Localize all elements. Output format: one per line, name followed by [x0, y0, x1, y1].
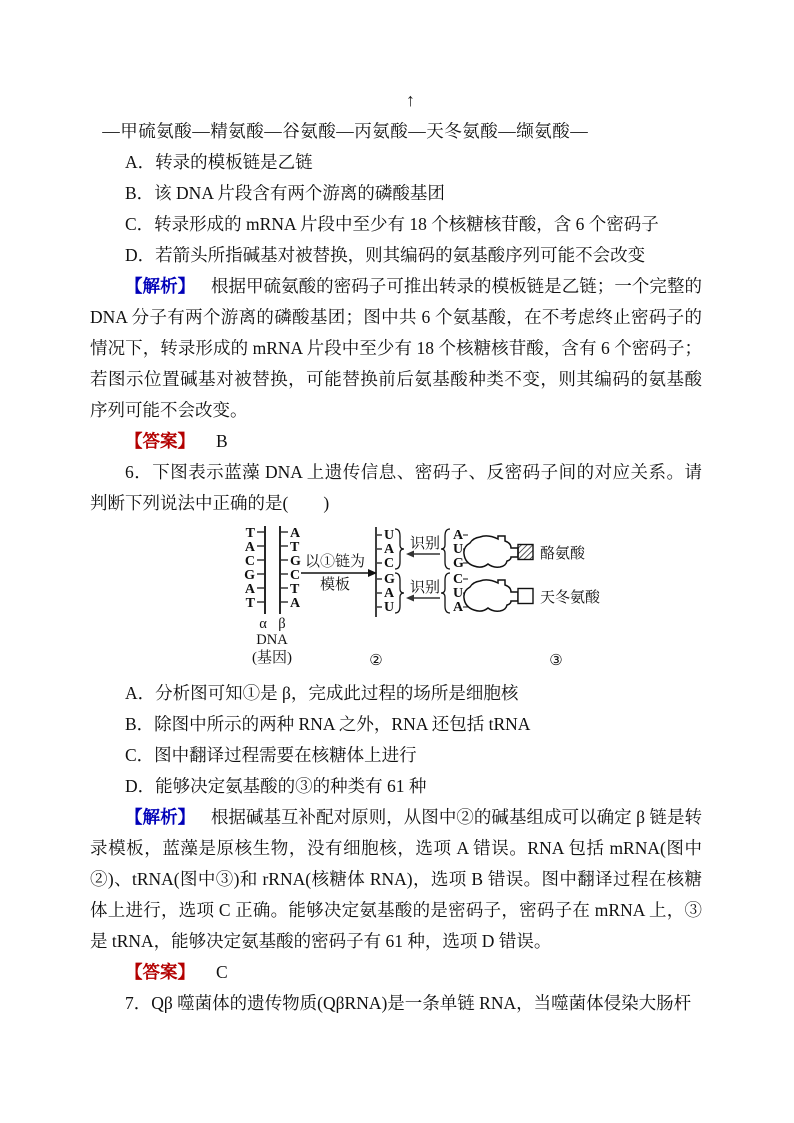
transcription-arrow-top-label: 以①链为	[304, 554, 366, 570]
codon2-brace	[395, 573, 404, 613]
beta-strand-label: β	[278, 616, 286, 632]
q7-stem: 7．Qβ 噬菌体的遗传物质(QβRNA)是一条单链 RNA，当噬菌体侵染大肠杆	[125, 993, 692, 1013]
q5-answer-value: B	[216, 431, 228, 451]
amino-acid2-label: 天冬氨酸	[540, 590, 601, 606]
q6-option-b: B．除图中所示的两种 RNA 之外，RNA 还包括 tRNA	[125, 714, 531, 734]
mrna-ticks	[377, 535, 382, 607]
alpha-strand-label: α	[259, 616, 267, 632]
q6-figure	[228, 521, 702, 675]
dna-alpha-ticks	[257, 532, 264, 602]
codon1-brace	[395, 529, 404, 569]
anticodon1-brace	[441, 529, 450, 569]
trna2-anticodon-base: A	[453, 600, 464, 615]
q5-option-b: B．该 DNA 片段含有两个游离的磷酸基团	[125, 183, 445, 203]
trna2-anticodon-base: U	[453, 586, 464, 601]
mrna-base: C	[384, 556, 395, 571]
dna-beta-base: T	[290, 582, 300, 597]
q5-answer	[90, 426, 702, 457]
answer-tag: 【答案】	[125, 431, 195, 451]
trna1-body	[464, 536, 518, 567]
mrna-number-label: ②	[369, 653, 383, 669]
dna-alpha-base: C	[244, 554, 255, 569]
trna2-body	[464, 580, 518, 611]
amino-acid1-label: 酪氨酸	[540, 546, 586, 562]
dna-label: DNA	[256, 632, 288, 648]
up-arrow-icon: ↑	[406, 90, 415, 110]
recognize-label: 识别	[409, 536, 441, 552]
q6-option-d: D．能够决定氨基酸的③的种类有 61 种	[125, 776, 427, 796]
q5-peptide-chain: —甲硫氨酸—精氨酸—谷氨酸—丙氨酸—天冬氨酸—缬氨酸—	[102, 121, 589, 141]
analysis-tag: 【解析】	[125, 807, 196, 827]
dna-strands	[244, 526, 301, 666]
dna-beta-base: C	[290, 568, 301, 583]
recognize-2	[406, 579, 440, 602]
answer-tag: 【答案】	[125, 962, 195, 982]
q5-analysis-text: 根据甲硫氨酸的密码子可推出转录的模板链是乙链；一个完整的 DNA 分子有两个游离的磷酸基团；图中共 6 个氨基酸，在不考虑终止密码子的情况下，转录形成的 mRNA 片段中至少有 18 个核糖核苷酸，含有 6 个密码子；若图示位置碱基对被替换，可能替换前后氨基酸种类不变，则其编码的氨基酸序列可能不会改变。	[90, 276, 703, 420]
dna-beta-base: G	[290, 554, 301, 569]
q6-option-a: A．分析图可知①是 β，完成此过程的场所是细胞核	[125, 683, 519, 703]
dna-beta-base: A	[290, 596, 301, 611]
dna-beta-base: A	[290, 526, 301, 541]
mrna-base: U	[384, 528, 395, 543]
q6-analysis-text: 根据碱基互补配对原则，从图中②的碱基组成可以确定 β 链是转录模板，蓝藻是原核生物，没有细胞核，选项 A 错误。RNA 包括 mRNA(图中②)、tRNA(图中③)和 rRNA(核糖体 RNA)，选项 B 错误。图中翻译过程在核糖体上进行，选项 C 正确。能够决定氨基酸的是密码子，密码子在 mRNA 上，③是 tRNA，能够决定氨基酸的密码子有 61 种，选项 D 错误。	[90, 807, 702, 951]
amino-acid2-box	[518, 589, 533, 604]
dna-alpha-base: T	[245, 596, 255, 611]
transcription-arrow	[301, 553, 377, 593]
anticodon2-brace	[441, 573, 450, 613]
dna-alpha-base: A	[244, 540, 255, 555]
recognize-1	[406, 535, 440, 558]
amino-acid1-box	[518, 545, 533, 560]
transcription-arrow-bottom-label: 模板	[319, 577, 351, 593]
recognize-label: 识别	[409, 580, 441, 596]
dna-alpha-base: G	[244, 568, 255, 583]
q5-option-a: A．转录的模板链是乙链	[125, 152, 313, 172]
q6-answer-value: C	[216, 962, 228, 982]
mrna-base: G	[384, 572, 395, 587]
q6-figure-svg	[228, 521, 628, 673]
dna-beta-ticks	[281, 532, 288, 602]
trna1-anticodon-base: G	[453, 556, 464, 571]
dna-beta-base: T	[290, 540, 300, 555]
trna-2	[441, 572, 601, 615]
trna1-anticodon-base: A	[453, 528, 464, 543]
trna2-anticodon-base: C	[453, 572, 464, 587]
analysis-tag: 【解析】	[125, 276, 196, 296]
q6-stem: 6．下图表示蓝藻 DNA 上遗传信息、密码子、反密码子间的对应关系。请判断下列说法中正确的是( )	[90, 462, 702, 513]
mrna-base: A	[384, 586, 395, 601]
dna-alpha-base: A	[244, 582, 255, 597]
q6-analysis	[90, 802, 702, 957]
mrna-base: U	[384, 600, 395, 615]
q6-option-c: C．图中翻译过程需要在核糖体上进行	[125, 745, 417, 765]
trna-number-label: ③	[549, 653, 563, 669]
q5-figure-arrow-row	[90, 88, 702, 116]
q5-option-c: C．转录形成的 mRNA 片段中至少有 18 个核糖核苷酸，含 6 个密码子	[125, 214, 659, 234]
gene-label: (基因)	[252, 650, 292, 666]
q6-answer	[90, 957, 702, 988]
q5-option-d: D．若箭头所指碱基对被替换，则其编码的氨基酸序列可能不会改变	[125, 245, 646, 265]
mrna-base: A	[384, 542, 395, 557]
q5-analysis	[90, 271, 702, 426]
trna-1	[441, 528, 586, 571]
mrna-strand	[369, 527, 404, 669]
trna1-anticodon-base: U	[453, 542, 464, 557]
dna-alpha-base: T	[245, 526, 255, 541]
